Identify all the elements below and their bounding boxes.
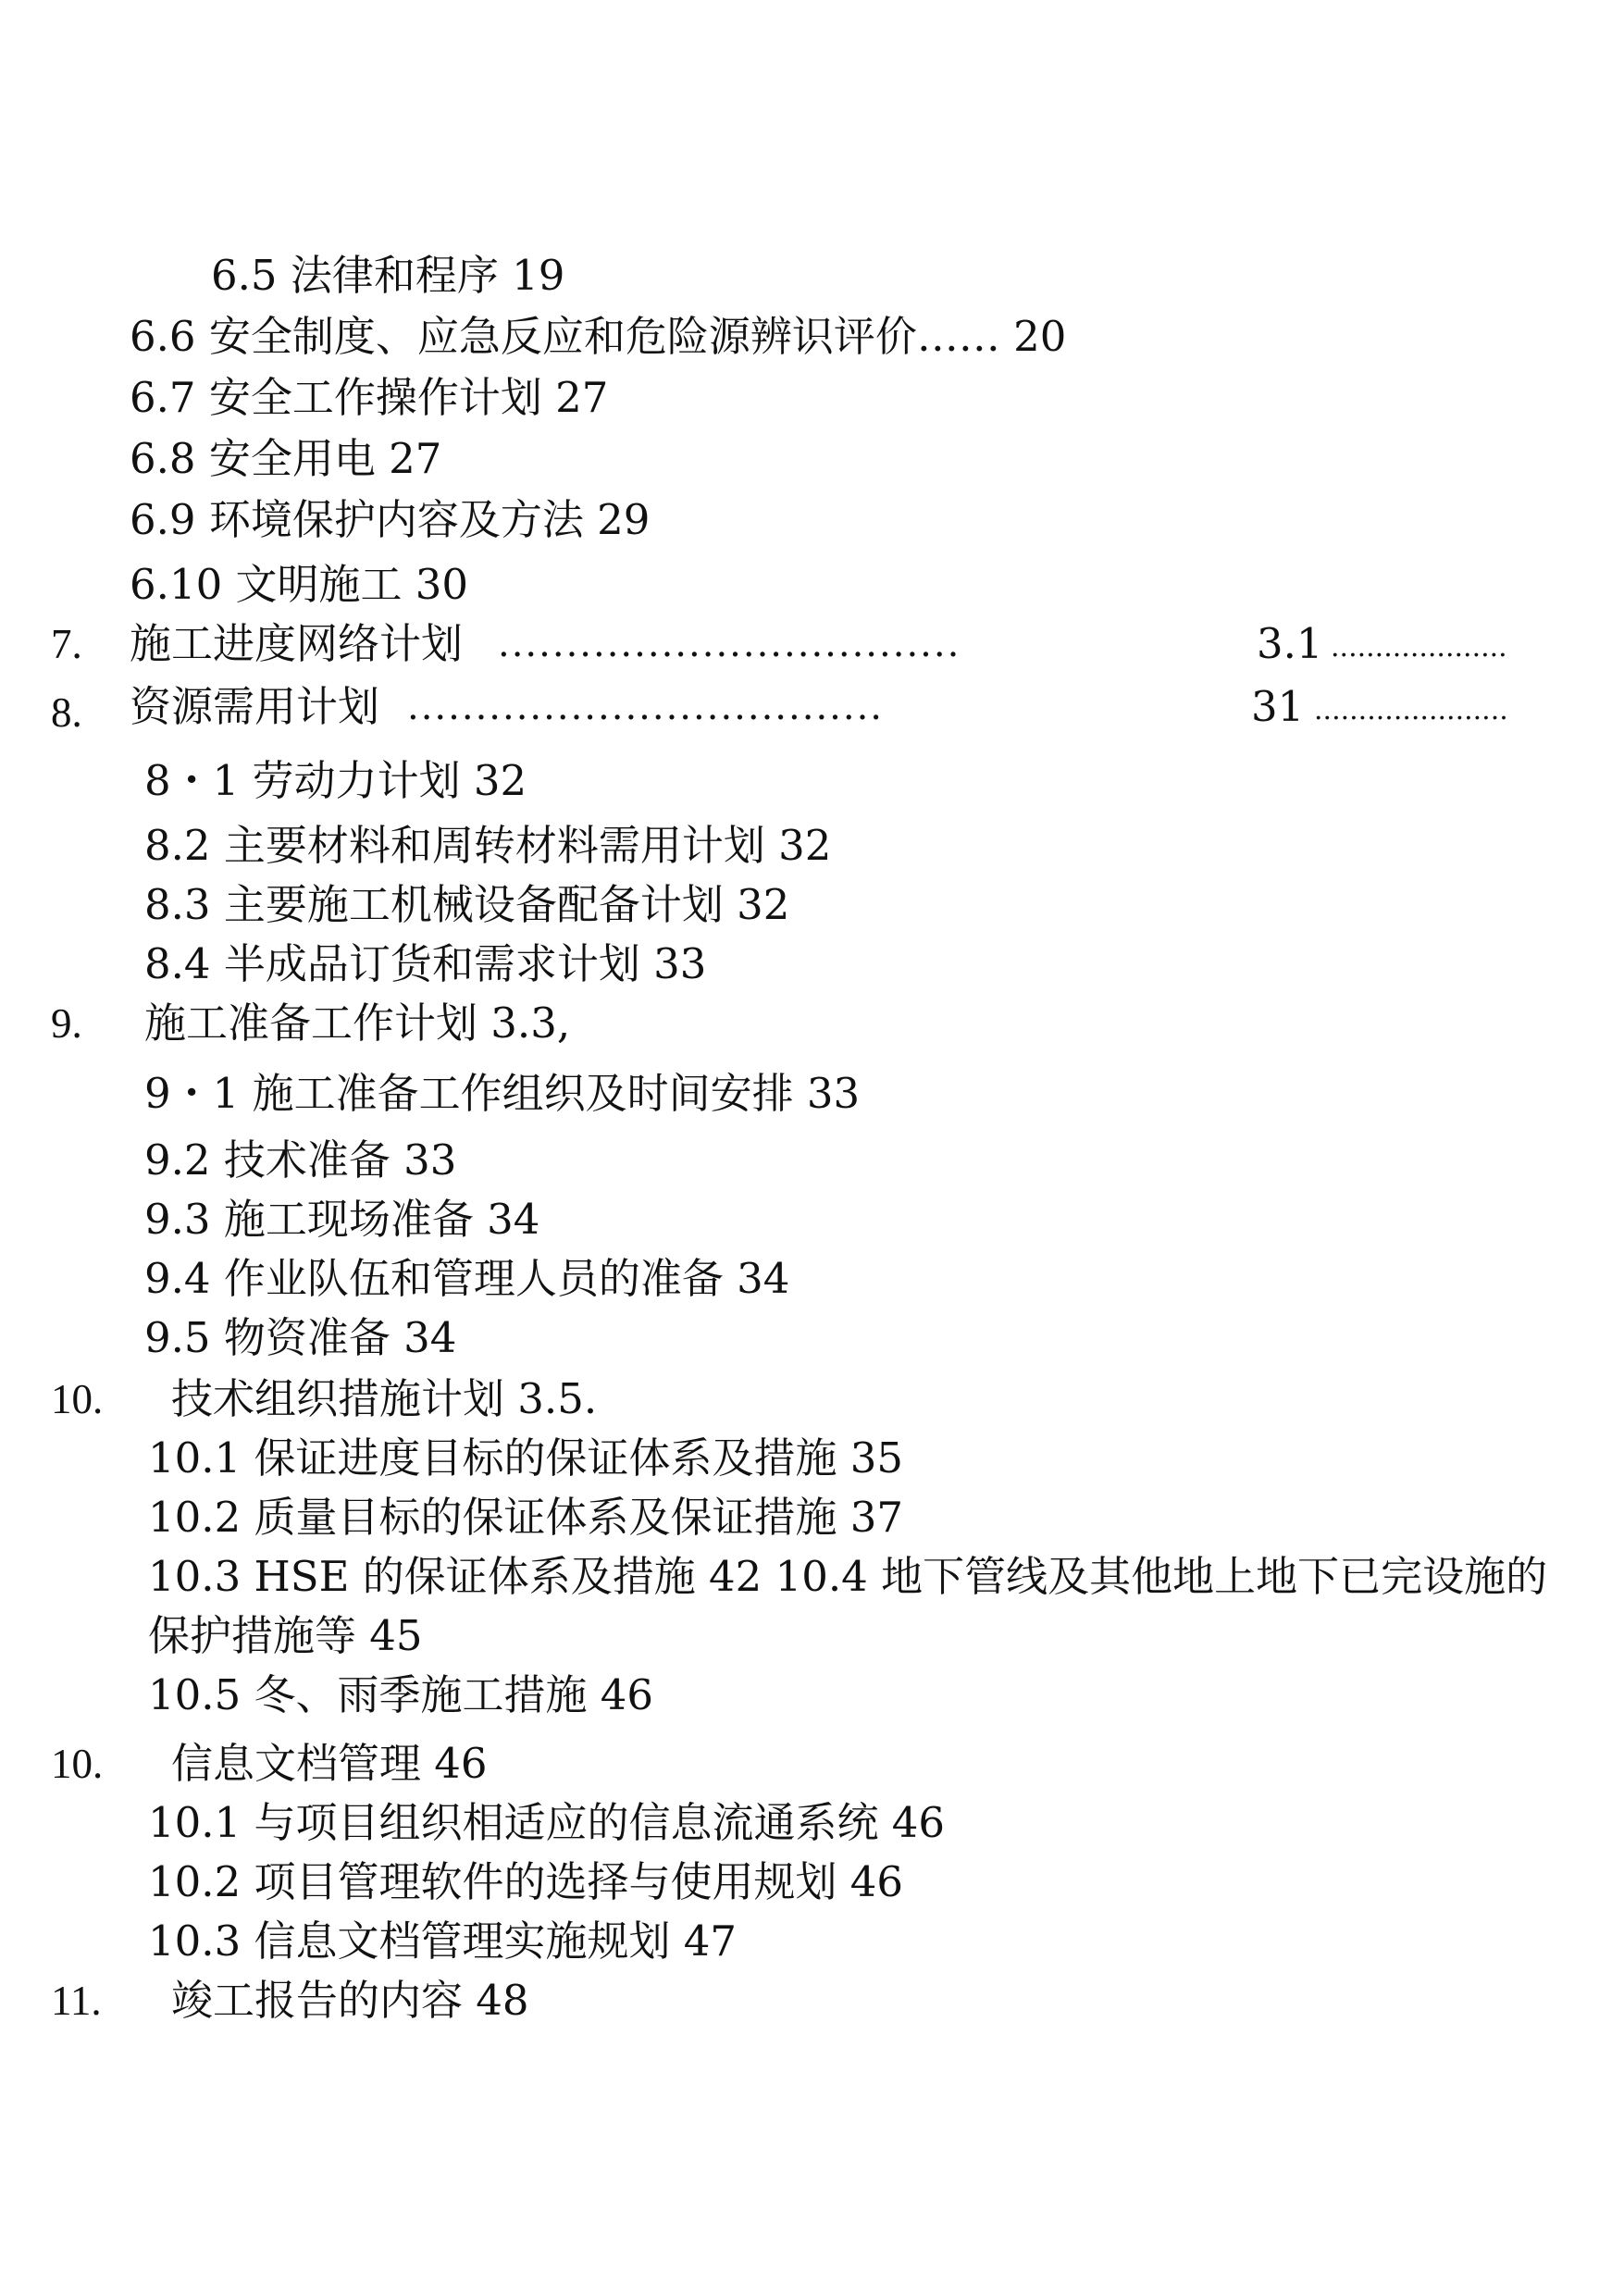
toc-entry-9-5: 9.5 物资准备 34 (144, 1313, 457, 1362)
toc-entry-9-3: 9.3 施工现场准备 34 (144, 1195, 540, 1244)
toc-entry-9-title: 施工准备工作计划 3.3, (144, 999, 571, 1048)
toc-entry-10-2: 10.2 质量目标的保证体系及保证措施 37 (148, 1493, 904, 1542)
toc-entry-10-5: 10.5 冬、雨季施工措施 46 (148, 1670, 654, 1719)
toc-entry-10-3-continued: 保护措施等 45 (148, 1611, 423, 1660)
toc-number-10b: 10. (51, 1741, 104, 1787)
toc-entry-10b-1: 10.1 与项目组织相适应的信息流通系统 46 (148, 1798, 946, 1847)
toc-entry-10-title: 技术组织措施计划 3.5. (171, 1374, 598, 1423)
toc-entry-9-2: 9.2 技术准备 33 (144, 1135, 457, 1185)
toc-entry-11-title: 竣工报告的内容 48 (171, 1976, 529, 2025)
toc-number-11: 11. (51, 1978, 102, 2024)
toc-entry-10b-2: 10.2 项目管理软件的选择与使用规划 46 (148, 1857, 904, 1906)
toc-entry-8-1: 8・1 劳动力计划 32 (144, 756, 527, 805)
toc-entry-6-9: 6.9 环境保护内容及方法 29 (130, 495, 651, 544)
toc-entry-6-10: 6.10 文明施工 30 (130, 560, 469, 609)
toc-entry-10-3: 10.3 HSE 的保证体系及措施 42 10.4 地下管线及其他地上地下已完设施的 (148, 1552, 1548, 1601)
toc-page-7: 3.1 (1257, 619, 1323, 668)
toc-entry-8-2: 8.2 主要材料和周转材料需用计划 32 (144, 821, 832, 870)
toc-entry-6-7: 6.7 安全工作操作计划 27 (130, 373, 609, 422)
toc-entry-6-5: 6.5 法律和程序 19 (211, 251, 565, 300)
toc-entry-10-1: 10.1 保证进度目标的保证体系及措施 35 (148, 1433, 904, 1482)
toc-number-7: 7. (51, 621, 82, 667)
toc-entry-9-4: 9.4 作业队伍和管理人员的准备 34 (144, 1254, 790, 1303)
toc-page-8: 31 (1251, 682, 1305, 731)
toc-entry-8-3: 8.3 主要施工机械设备配备计划 32 (144, 880, 790, 929)
toc-entry-7-title: 施工进度网络计划 (130, 619, 464, 668)
toc-entry-8-title: 资源需用计划 (130, 682, 380, 731)
toc-entry-9-1: 9・1 施工准备工作组织及时间安排 33 (144, 1069, 861, 1118)
toc-number-9: 9. (51, 1000, 82, 1047)
toc-entry-10b-3: 10.3 信息文档管理实施规划 47 (148, 1917, 738, 1966)
toc-number-10: 10. (51, 1376, 104, 1422)
toc-trailing-dots-7: .................... (1331, 631, 1507, 664)
toc-number-8: 8. (51, 689, 82, 736)
toc-entry-6-8: 6.8 安全用电 27 (130, 434, 442, 483)
toc-leader-dots-8: ................................... (407, 686, 885, 728)
toc-entry-6-6: 6.6 安全制度、应急反应和危险源辨识评价…… 20 (130, 312, 1067, 361)
toc-entry-8-4: 8.4 半成品订货和需求计划 33 (144, 939, 707, 988)
toc-trailing-dots-8: ...................... (1314, 694, 1508, 726)
toc-leader-dots-7: .................................. (498, 623, 961, 665)
toc-entry-10b-title: 信息文档管理 46 (171, 1739, 488, 1788)
